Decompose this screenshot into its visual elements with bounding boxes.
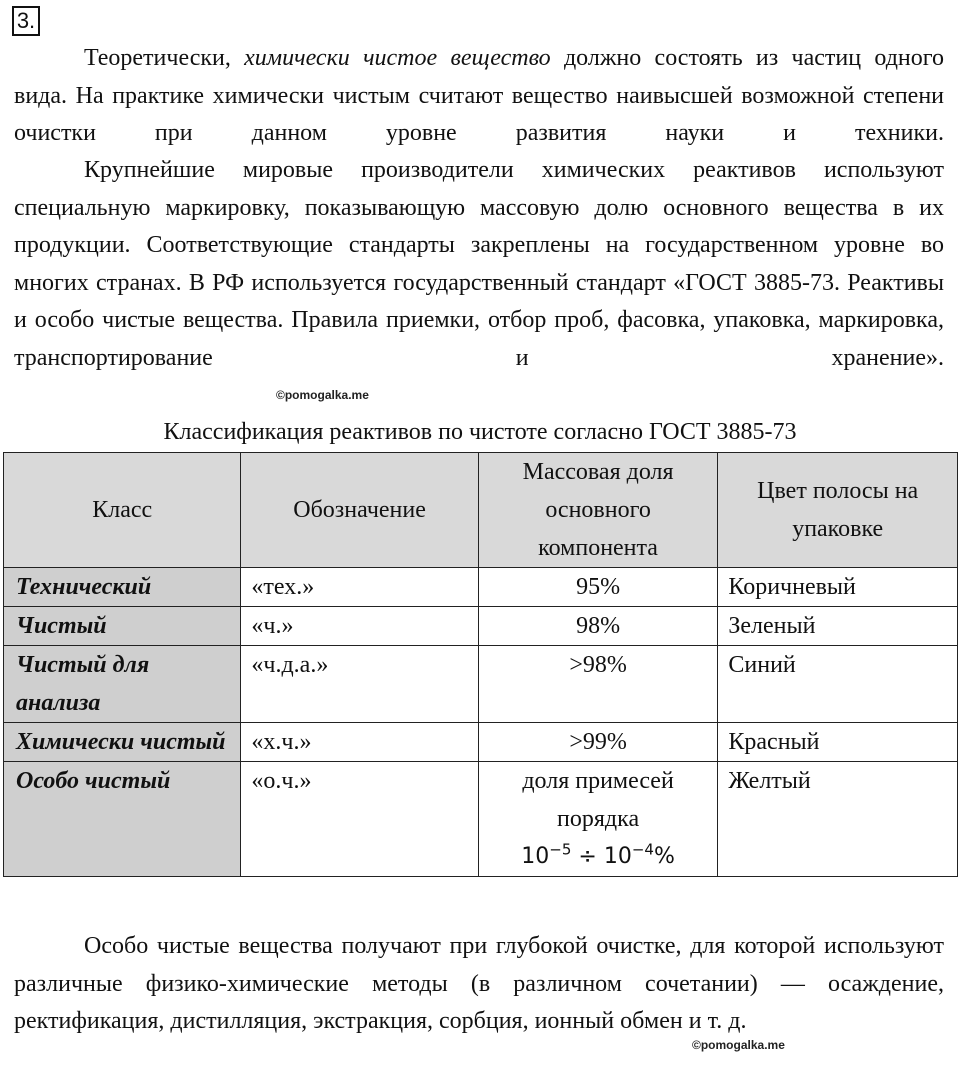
cell-color: Коричневый [718, 568, 958, 607]
table-caption: Классификация реактивов по чистоте согласно ГОСТ 3885-73 [163, 419, 797, 445]
cell-code: «тех.» [241, 568, 478, 607]
cell-class: Чистый [4, 607, 241, 646]
paragraph-1 [14, 40, 944, 153]
cell-color: Зеленый [718, 607, 958, 646]
cell-code: «о.ч.» [241, 762, 478, 877]
formula-base-2: 10 [603, 844, 632, 869]
cell-class: Чистый для анализа [4, 646, 241, 723]
table-row [4, 607, 958, 646]
formula-exponent-1: −5 [549, 840, 572, 859]
cell-share [478, 762, 718, 877]
paragraph-3-text: Особо чистые вещества получают при глубокой очистке, для которой используют различные физико-химические методы (в различном сочетании) — осаждение, ректификация, дистилляция, экстракция, сорбция, ионный обмен и т. д. [14, 933, 944, 1034]
header-share: Массовая доля основного компонента [478, 453, 718, 568]
formula-unit: % [653, 844, 675, 869]
watermark-bottom: ©pomogalka.me [692, 1038, 785, 1052]
impurity-formula [489, 838, 708, 876]
table-row [4, 723, 958, 762]
paragraph-1-end: должно состоять из частиц одного вида. На практике химически чистым считают вещество наивысшей возможной степени очистки при данном уровне развития науки и техники. [14, 45, 944, 146]
paragraph-2-text: Крупнейшие мировые производители химических реактивов используют специальную маркировку, показывающую массовую долю основного вещества в их продукции. Соответствующие стандарты закреплены на государственном уровне во многих странах. В РФ используется государственный стандарт «ГОСТ 3885-73. Реактивы и особо чистые вещества. Правила приемки, отбор проб, фасовка, упаковка, маркировка, транспортирование и хранение». [14, 157, 944, 371]
header-class: Класс [4, 453, 241, 568]
table-row [4, 762, 958, 877]
table-row [4, 646, 958, 723]
cell-class: Технический [4, 568, 241, 607]
purity-table [3, 452, 958, 877]
cell-color: Красный [718, 723, 958, 762]
cell-code: «ч.д.а.» [241, 646, 478, 723]
cell-share: >98% [478, 646, 718, 723]
cell-share: 95% [478, 568, 718, 607]
cell-code: «х.ч.» [241, 723, 478, 762]
cell-share: 98% [478, 607, 718, 646]
formula-exponent-2: −4 [631, 840, 654, 859]
paragraph-1-emphasis: химически чистое вещество [244, 45, 551, 71]
formula-separator: ÷ [571, 844, 604, 869]
table-row [4, 568, 958, 607]
table-header-row [4, 453, 958, 568]
cell-class: Химически чистый [4, 723, 241, 762]
paragraph-2 [14, 152, 944, 377]
cell-color: Желтый [718, 762, 958, 877]
formula-base-1: 10 [521, 844, 550, 869]
cell-color: Синий [718, 646, 958, 723]
share-text: доля примесей порядка [522, 768, 674, 832]
cell-share: >99% [478, 723, 718, 762]
cell-code: «ч.» [241, 607, 478, 646]
cell-class: Особо чистый [4, 762, 241, 877]
header-color: Цвет полосы на упаковке [718, 453, 958, 568]
paragraph-3 [14, 928, 944, 1041]
task-number: 3. [12, 6, 40, 36]
header-code: Обозначение [241, 453, 478, 568]
paragraph-1-start: Теоретически, [84, 45, 245, 71]
watermark-top: ©pomogalka.me [276, 388, 369, 402]
